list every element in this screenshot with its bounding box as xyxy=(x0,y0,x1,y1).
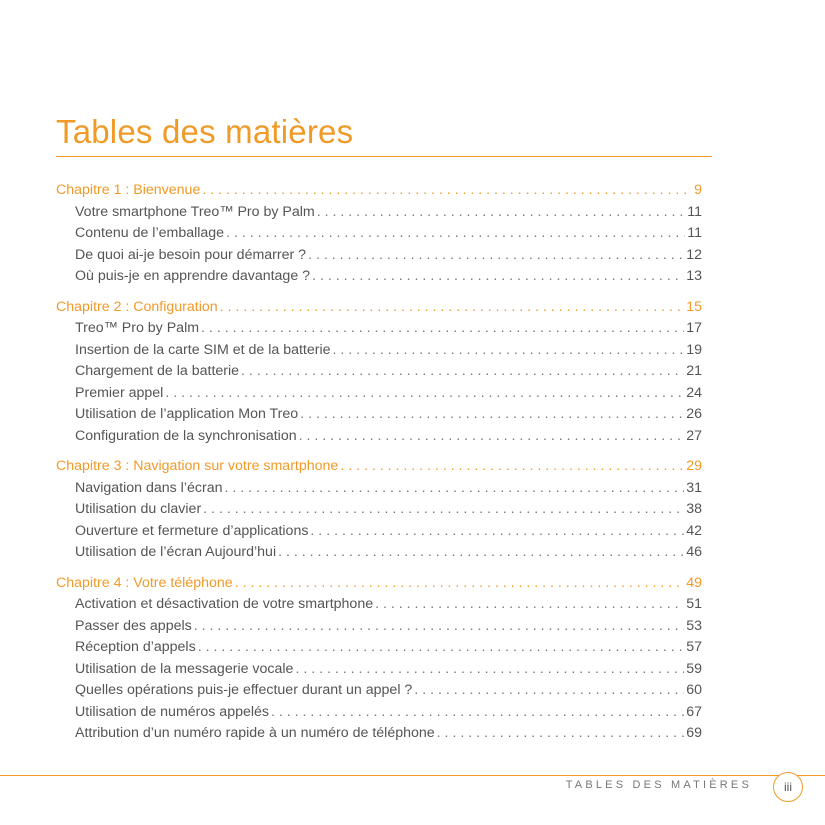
toc-entry-link[interactable] xyxy=(56,616,702,638)
toc-entry-link[interactable] xyxy=(56,404,702,426)
toc-entry-link[interactable] xyxy=(56,245,702,267)
toc-entry-link[interactable] xyxy=(56,680,702,702)
toc-entry-label: Premier appel xyxy=(75,384,164,401)
dot-leader xyxy=(310,521,684,543)
toc-entry-label: Où puis-je en apprendre davantage ? xyxy=(75,268,311,284)
toc-entry-label: Treo™ Pro by Palm xyxy=(75,320,200,336)
toc-entry-label: Activation et désactivation de votre smartphone xyxy=(75,596,374,612)
toc-entry-link[interactable] xyxy=(56,478,702,500)
chapter-4 xyxy=(56,573,702,745)
toc-page-number: 49 xyxy=(686,574,702,591)
toc-entry-label: Utilisation de la messagerie vocale xyxy=(75,660,294,677)
toc-page-number: 21 xyxy=(686,363,702,379)
toc-entry-label: Quelles opérations puis-je effectuer durant un appel ? xyxy=(75,682,413,698)
toc-page-number: 29 xyxy=(686,458,702,474)
toc-page-number: 60 xyxy=(686,682,702,698)
dot-leader xyxy=(308,245,684,267)
toc-page-number: 15 xyxy=(686,298,702,315)
page-title: Tables des matières xyxy=(56,113,354,150)
toc-entry-label: Contenu de l’emballage xyxy=(75,225,225,241)
dot-leader xyxy=(202,180,692,202)
chapter-2 xyxy=(56,297,702,448)
table-of-contents xyxy=(56,180,702,754)
toc-entry-label: Passer des appels xyxy=(75,617,192,634)
dot-leader xyxy=(165,383,684,405)
toc-chapter-link[interactable] xyxy=(56,456,702,478)
dot-leader xyxy=(333,340,685,362)
dot-leader xyxy=(201,318,684,340)
chapter-1 xyxy=(56,180,702,288)
toc-entry-link[interactable] xyxy=(56,542,702,564)
toc-entry-label: Utilisation du clavier xyxy=(75,501,202,517)
toc-page-number: 11 xyxy=(687,225,702,241)
toc-entry-label: Configuration de la synchronisation xyxy=(75,427,297,444)
toc-page-number: 13 xyxy=(686,268,702,284)
toc-chapter-link[interactable] xyxy=(56,297,702,319)
toc-chapter-label: Chapitre 1 : Bienvenue xyxy=(56,182,201,198)
footer-divider xyxy=(0,775,825,776)
dot-leader xyxy=(220,297,685,319)
toc-page-number: 27 xyxy=(686,427,702,444)
footer-section-label: TABLES DES MATIÈRES xyxy=(565,779,752,791)
toc-page-number: 11 xyxy=(687,203,702,220)
dot-leader xyxy=(340,456,684,478)
dot-leader xyxy=(235,573,685,595)
toc-page-number: 42 xyxy=(686,522,702,539)
toc-page-number: 46 xyxy=(686,544,702,560)
toc-page-number: 69 xyxy=(686,725,702,741)
toc-page-number: 9 xyxy=(694,182,702,198)
toc-page-number: 17 xyxy=(686,320,702,336)
toc-page-number: 57 xyxy=(686,639,702,655)
toc-entry-label: Réception d’appels xyxy=(75,639,196,655)
toc-chapter-label: Chapitre 2 : Configuration xyxy=(56,298,218,315)
toc-page-number: 53 xyxy=(686,617,702,634)
dot-leader xyxy=(375,594,684,616)
dot-leader xyxy=(224,478,684,500)
toc-entry-link[interactable] xyxy=(56,383,702,405)
dot-leader xyxy=(295,659,684,681)
toc-entry-link[interactable] xyxy=(56,340,702,362)
toc-entry-label: Chargement de la batterie xyxy=(75,363,240,379)
toc-page-number: 31 xyxy=(686,479,702,496)
dot-leader xyxy=(226,223,685,245)
toc-entry-label: Navigation dans l’écran xyxy=(75,479,223,496)
dot-leader xyxy=(271,702,684,724)
toc-entry-link[interactable] xyxy=(56,702,702,724)
page-number-badge: iii xyxy=(773,772,803,802)
toc-entry-label: Attribution d’un numéro rapide à un numéro de téléphone xyxy=(75,725,435,741)
toc-page-number: 59 xyxy=(686,660,702,677)
dot-leader xyxy=(317,202,686,224)
dot-leader xyxy=(437,723,685,745)
toc-entry-link[interactable] xyxy=(56,499,702,521)
toc-chapter-link[interactable] xyxy=(56,180,702,202)
dot-leader xyxy=(414,680,684,702)
toc-entry-link[interactable] xyxy=(56,521,702,543)
dot-leader xyxy=(203,499,684,521)
toc-entry-link[interactable] xyxy=(56,223,702,245)
dot-leader xyxy=(278,542,684,564)
dot-leader xyxy=(299,426,685,448)
toc-entry-link[interactable] xyxy=(56,361,702,383)
toc-page-number: 67 xyxy=(686,703,702,720)
dot-leader xyxy=(198,637,685,659)
toc-entry-label: Insertion de la carte SIM et de la batterie xyxy=(75,341,331,358)
toc-entry-link[interactable] xyxy=(56,594,702,616)
dot-leader xyxy=(194,616,684,638)
title-divider xyxy=(56,156,712,157)
toc-entry-label: De quoi ai-je besoin pour démarrer ? xyxy=(75,246,307,263)
toc-entry-link[interactable] xyxy=(56,202,702,224)
toc-page-number: 12 xyxy=(686,246,702,263)
toc-entry-link[interactable] xyxy=(56,318,702,340)
toc-page-number: 24 xyxy=(686,384,702,401)
toc-entry-label: Utilisation de l’application Mon Treo xyxy=(75,406,299,422)
toc-entry-link[interactable] xyxy=(56,426,702,448)
toc-chapter-label: Chapitre 4 : Votre téléphone xyxy=(56,574,233,591)
toc-chapter-link[interactable] xyxy=(56,573,702,595)
toc-page-number: 19 xyxy=(686,341,702,358)
toc-entry-link[interactable] xyxy=(56,659,702,681)
dot-leader xyxy=(241,361,684,383)
toc-chapter-label: Chapitre 3 : Navigation sur votre smartphone xyxy=(56,458,339,474)
toc-entry-label: Votre smartphone Treo™ Pro by Palm xyxy=(75,203,315,220)
toc-entry-link[interactable] xyxy=(56,723,702,745)
toc-page-number: 38 xyxy=(686,501,702,517)
dot-leader xyxy=(312,266,684,288)
toc-entry-label: Utilisation de numéros appelés xyxy=(75,703,270,720)
chapter-3 xyxy=(56,456,702,564)
toc-page-number: 26 xyxy=(686,406,702,422)
toc-entry-label: Utilisation de l’écran Aujourd’hui xyxy=(75,544,277,560)
toc-entry-link[interactable] xyxy=(56,266,702,288)
toc-entry-label: Ouverture et fermeture d’applications xyxy=(75,522,309,539)
toc-page-number: 51 xyxy=(686,596,702,612)
toc-entry-link[interactable] xyxy=(56,637,702,659)
dot-leader xyxy=(300,404,684,426)
